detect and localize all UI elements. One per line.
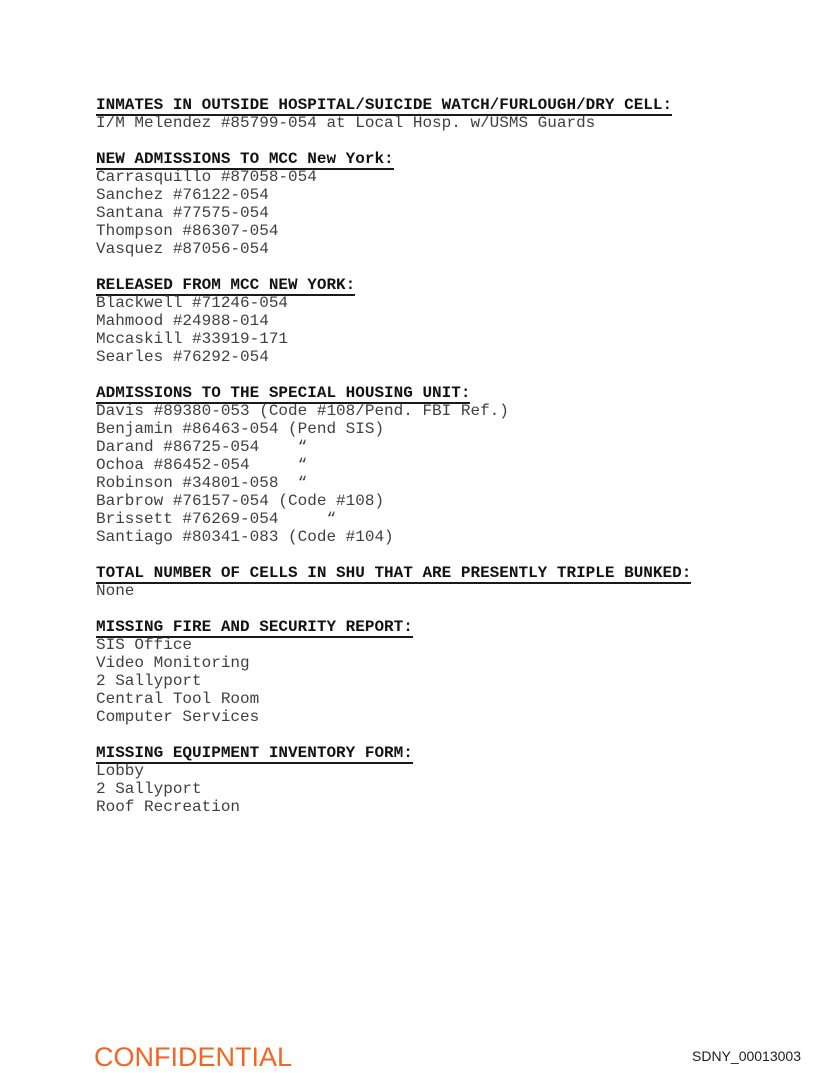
section-heading: ADMISSIONS TO THE SPECIAL HOUSING UNIT: [96,384,471,402]
report-line: Benjamin #86463-054 (Pend SIS) [96,420,385,438]
report-line: Central Tool Room [96,690,260,708]
report-line: Ochoa #86452-054 “ [96,456,308,474]
report-line: SIS Office [96,636,193,654]
report-line: Santana #77575-054 [96,204,269,222]
section-missing-equipment [96,744,691,816]
report-line: Video Monitoring [96,654,250,672]
section-inmates-outside-hospital [96,96,691,132]
section-heading: NEW ADMISSIONS TO MCC New York: [96,150,394,168]
report-line: Roof Recreation [96,798,241,816]
report-line: Barbrow #76157-054 (Code #108) [96,492,385,510]
section-heading: MISSING EQUIPMENT INVENTORY FORM: [96,744,413,762]
report-line: Thompson #86307-054 [96,222,279,240]
report-line: 2 Sallyport [96,672,202,690]
report-line: Sanchez #76122-054 [96,186,269,204]
report-line: Carrasquillo #87058-054 [96,168,317,186]
section-new-admissions [96,150,691,258]
bates-number: SDNY_00013003 [692,1048,801,1064]
report-line: Computer Services [96,708,260,726]
report-line: Vasquez #87056-054 [96,240,269,258]
report-line: Lobby [96,762,145,780]
section-released [96,276,691,366]
confidential-stamp: CONFIDENTIAL [94,1042,293,1072]
report-line: None [96,582,135,600]
report-line: Robinson #34801-058 “ [96,474,308,492]
section-heading: MISSING FIRE AND SECURITY REPORT: [96,618,413,636]
report-line: Mccaskill #33919-171 [96,330,289,348]
report-line: Brissett #76269-054 “ [96,510,337,528]
report-line: I/M Melendez #85799-054 at Local Hosp. w/USMS Guards [96,114,596,132]
report-line: Davis #89380-053 (Code #108/Pend. FBI Ref.) [96,402,509,420]
report-line: 2 Sallyport [96,780,202,798]
section-heading: TOTAL NUMBER OF CELLS IN SHU THAT ARE PRESENTLY TRIPLE BUNKED: [96,564,692,582]
report-line: Santiago #80341-083 (Code #104) [96,528,394,546]
section-missing-fire-security [96,618,691,726]
report-line: Searles #76292-054 [96,348,269,366]
report-document [96,96,691,834]
section-heading: INMATES IN OUTSIDE HOSPITAL/SUICIDE WATCH/FURLOUGH/DRY CELL: [96,96,673,114]
report-line: Mahmood #24988-014 [96,312,269,330]
report-line: Blackwell #71246-054 [96,294,289,312]
section-heading: RELEASED FROM MCC NEW YORK: [96,276,356,294]
report-line: Darand #86725-054 “ [96,438,308,456]
section-triple-bunked [96,564,691,600]
section-shu-admissions [96,384,691,546]
